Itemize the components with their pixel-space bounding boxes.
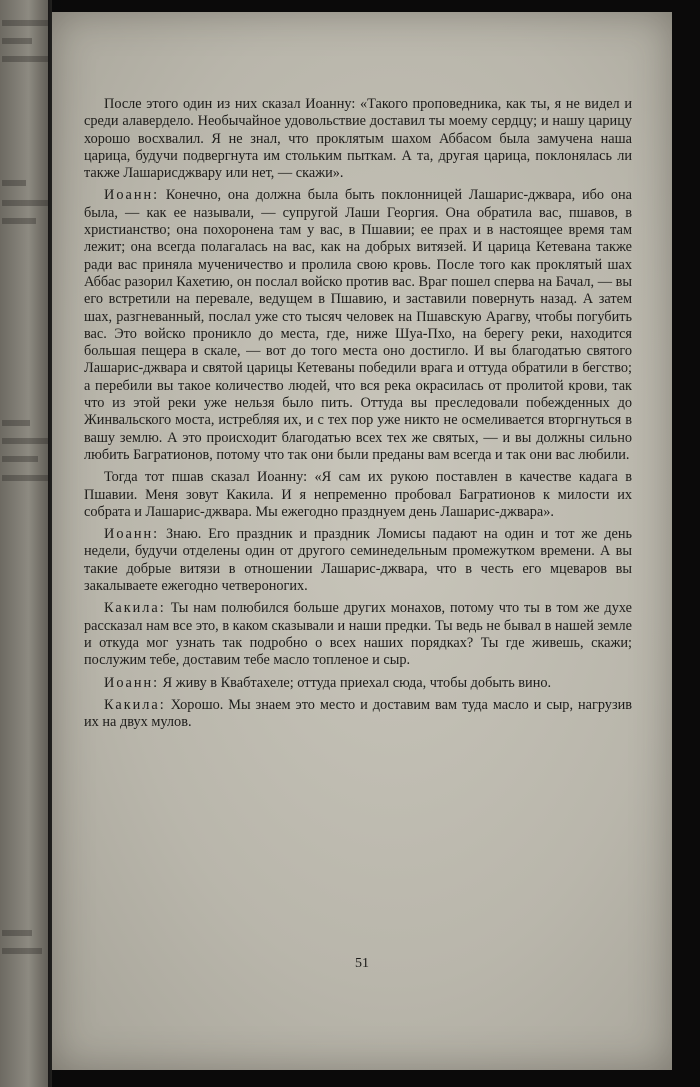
page-text <box>84 96 632 736</box>
paragraph-text: После этого один из них сказал Иоанну: «Такого проповедника, как ты, я не видел и среди алавердело. Необычайное удовольствие доставил ты моему сердцу; и нашу царицу хорошо восхвалил. Я не знал, что проклятым шахом Аббасом была замучена наша царица, будучи подвергнута им стольким пыткам. А та, другая царица, поклонялась ли также Лашарисджвару или нет, — скажи». <box>84 96 632 182</box>
paragraph-6 <box>84 675 632 692</box>
paragraph-text: Ты нам полюбился больше других монахов, потому что ты в том же духе рассказал нам все это, в каком сказывали и наши предки. Ты ведь не бывал в нашей земле и откуда мог узнать так подробно о всех наших порядках? Ты где живешь, скажи; послужим тебе, доставим тебе масло топленое и сыр. <box>84 600 632 669</box>
paragraph-text: Знаю. Его праздник и праздник Ломисы падают на один и тот же день недели, будучи отделены один от другого семинедельным промежутком времени. А вы такие добрые витязи в отношении Лашарис-джвара, что в честь его мцеваров вы закалываете ежегодно четвероногих. <box>84 526 632 595</box>
speaker-label: Иоанн: <box>104 187 160 204</box>
paragraph-text: Тогда тот пшав сказал Иоанну: «Я сам их рукою поставлен в качестве кадага в Пшавии. Меня зовут Какила. И я непременно пробовал Багратионов к милости их собрата и Лашарис-джвара. Мы ежегодно празднуем день Лашарис-джвара». <box>84 469 632 520</box>
book-page <box>52 12 672 1070</box>
speaker-label: Какила: <box>104 696 166 713</box>
paragraph-text: Конечно, она должна была быть поклонницей Лашарис-джвара, ибо она была, — как ее называли, — супругой Лаши Георгия. Она обратила вас, пшавов, в христианство; она похоронена там у вас, в Пшавии; ее прах и в настоящее время там лежит; она всегда полагалась на вас, как на добрых витязей. И царица Кетевана также ради вас приняла мученичество и пролила свою кровь. После того как проклятый шах Аббас разорил Кахетию, он послал войско против вас. Враг пошел сперва на Бачал, — вы его встретили на перевале, ведущем в Пшавию, и заставили повернуть назад. А затем шах, разгневанный, послал уже сто тысяч человек на Пшавскую Арагву, чтобы погубить вас. Это войско проникло до места, где, ниже Шуа-Пхо, на берегу реки, находится большая пещера в скале, — вот до того места оно достигло. И вы благодатью святого Лашарис-джвара и святой царицы Кетеваны победили врага и оттуда обратили в бегство; а перебили вы такое количество людей, что вся река окрасилась от пролитой крови, так что из этой реки уже нельзя было пить. Оттуда вы преследовали побежденных до Жинвальского моста, истребляя их, и с тех пор уже никто не осмеливается вторгнуться в вашу землю. А это происходит благодатью всех тех же святых, — и вы должны сильно любить Багратионов, потому что так они были преданы вам всегда и так они вас любили. <box>84 187 633 463</box>
paragraph-text: Я живу в Квабтахеле; оттуда приехал сюда, чтобы добыть вино. <box>162 674 552 691</box>
speaker-label: Иоанн: <box>104 526 160 543</box>
paragraph-4 <box>84 526 632 595</box>
speaker-label: Иоанн: <box>104 674 160 691</box>
facing-page-edge <box>0 0 52 1087</box>
paragraph-text: Хорошо. Мы знаем это место и доставим вам туда масло и сыр, нагрузив их на двух мулов. <box>84 696 632 731</box>
paragraph-5 <box>84 600 632 669</box>
page-number: 51 <box>355 956 369 971</box>
speaker-label: Какила: <box>104 600 166 617</box>
paragraph-1 <box>84 96 632 182</box>
paragraph-2 <box>84 187 632 464</box>
paragraph-3 <box>84 469 632 521</box>
paragraph-7 <box>84 697 632 732</box>
